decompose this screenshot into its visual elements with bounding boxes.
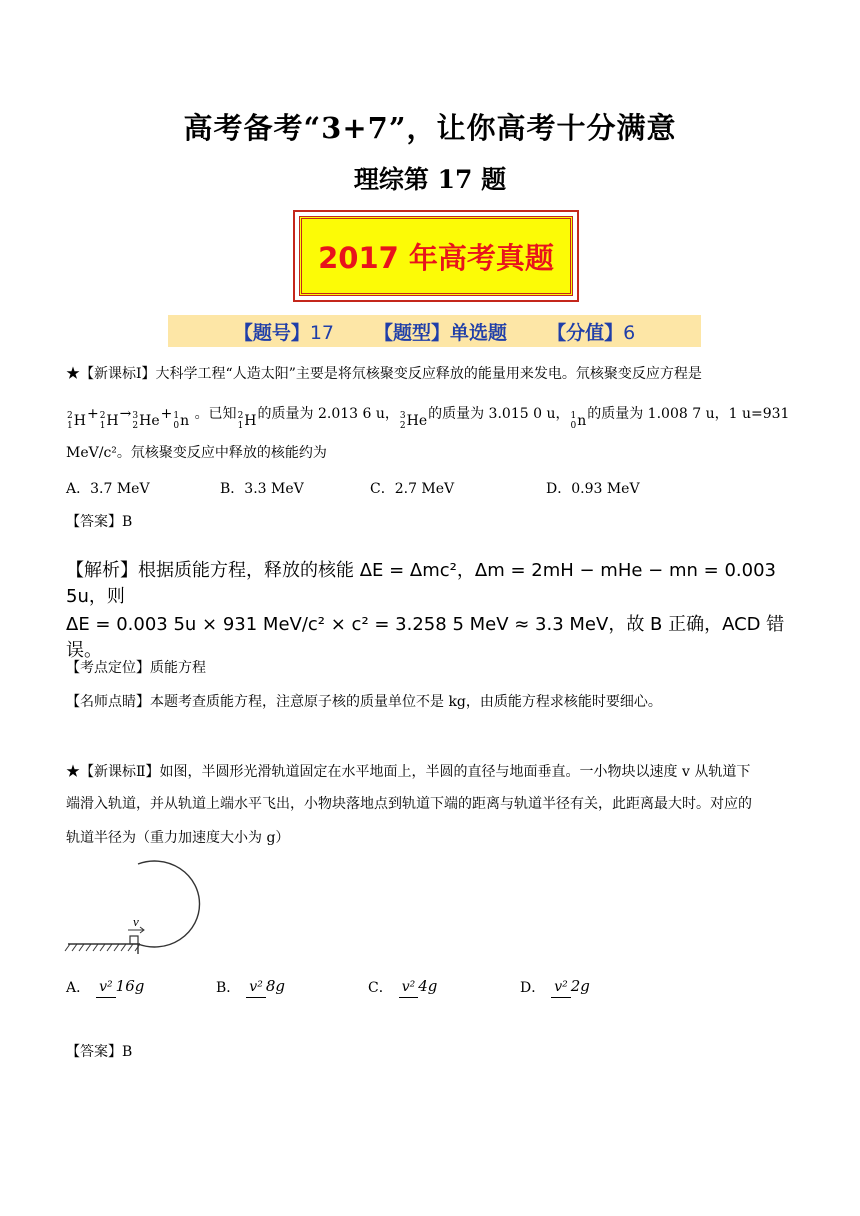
q1-source: 【新课标Ⅰ】 xyxy=(80,366,156,382)
q1-answer: 【答案】B xyxy=(66,514,133,530)
block xyxy=(130,936,138,944)
q1-option-b: B．3.3 MeV xyxy=(220,481,304,497)
fraction: v² 2g xyxy=(551,976,590,998)
q1-point: 【考点定位】质能方程 xyxy=(66,660,206,676)
q1-analysis-line2: ΔE = 0.003 5u × 931 MeV/c² × c² = 3.258 5 MeV ≈ 3.3 MeV，故 B 正确，ACD 错误。 xyxy=(66,614,785,661)
q2-answer: 【答案】B xyxy=(66,1044,133,1060)
ground-hatch xyxy=(65,944,140,951)
fraction: v² 16g xyxy=(96,976,144,998)
page-subtitle: 理综第 17 题 xyxy=(353,165,507,194)
reaction-equation: 2 1 H+ 2 1 H→ 3 2 He+ 1 0 n xyxy=(67,406,190,431)
q2-option-a: A． v² 16g xyxy=(66,977,145,996)
question-meta-bar xyxy=(168,315,701,347)
fraction: v² 8g xyxy=(246,976,285,998)
year-banner xyxy=(293,210,579,302)
year-banner-text: 2017 年高考真题 xyxy=(299,216,573,296)
q2-options xyxy=(66,976,806,998)
q2-source: 【新课标Ⅱ】 xyxy=(80,764,160,780)
q1-option-a: A．3.7 MeV xyxy=(66,481,150,497)
fraction: v² 4g xyxy=(399,976,438,998)
q2-option-c: C． v² 4g xyxy=(368,977,438,996)
q2-stem-line1: ★【新课标Ⅱ】如图，半圆形光滑轨道固定在水平地面上，半圆的直径与地面垂直。一小物块以速度 v 从轨道下 xyxy=(66,764,751,780)
star-icon: ★ xyxy=(66,764,80,780)
q1-options xyxy=(66,478,806,498)
q1-stem-line3: MeV/c²。氘核聚变反应中释放的核能约为 xyxy=(66,445,327,461)
page-title: 高考备考“3+7”，让你高考十分满意 xyxy=(183,111,677,145)
velocity-label: v xyxy=(133,914,139,929)
track-diagram xyxy=(64,860,204,960)
meta-number: 【题号】17 xyxy=(233,321,335,344)
q2-stem-line3: 轨道半径为（重力加速度大小为 g） xyxy=(66,830,290,846)
meta-type: 【题型】单选题 xyxy=(374,321,508,344)
meta-score: 【分值】6 xyxy=(547,321,636,344)
q1-option-c: C．2.7 MeV xyxy=(370,481,455,497)
q2-stem-line2: 端滑入轨道，并从轨道上端水平飞出，小物块落地点到轨道下端的距离与轨道半径有关，此距离最大时。对应的 xyxy=(66,796,752,812)
q2-option-d: D． v² 2g xyxy=(520,977,590,996)
q1-analysis-line1: 【解析】根据质能方程，释放的核能 ΔE = Δmc²，Δm = 2mH − mHe − mn = 0.003 5u，则 xyxy=(66,560,776,607)
q1-option-d: D．0.93 MeV xyxy=(546,481,640,497)
semicircle-track xyxy=(138,861,200,954)
star-icon: ★ xyxy=(66,366,80,382)
q1-tip: 【名师点睛】本题考查质能方程，注意原子核的质量单位不是 kg，由质能方程求核能时要细心。 xyxy=(66,694,662,710)
q1-stem-line2: 2 1 H+ 2 1 H→ 3 2 He+ 1 0 n 。已知 2 1 H的质量为 2.013 6 u， 3 2 He的质量为 3.015 0 u， 1 0 n的质量为 1.008 7 u，1 u=931 xyxy=(67,406,790,431)
q2-option-b: B． v² 8g xyxy=(216,977,285,996)
q1-stem-line1: ★【新课标Ⅰ】大科学工程“人造太阳”主要是将氘核聚变反应释放的能量用来发电。氘核聚变反应方程是 xyxy=(66,366,702,382)
